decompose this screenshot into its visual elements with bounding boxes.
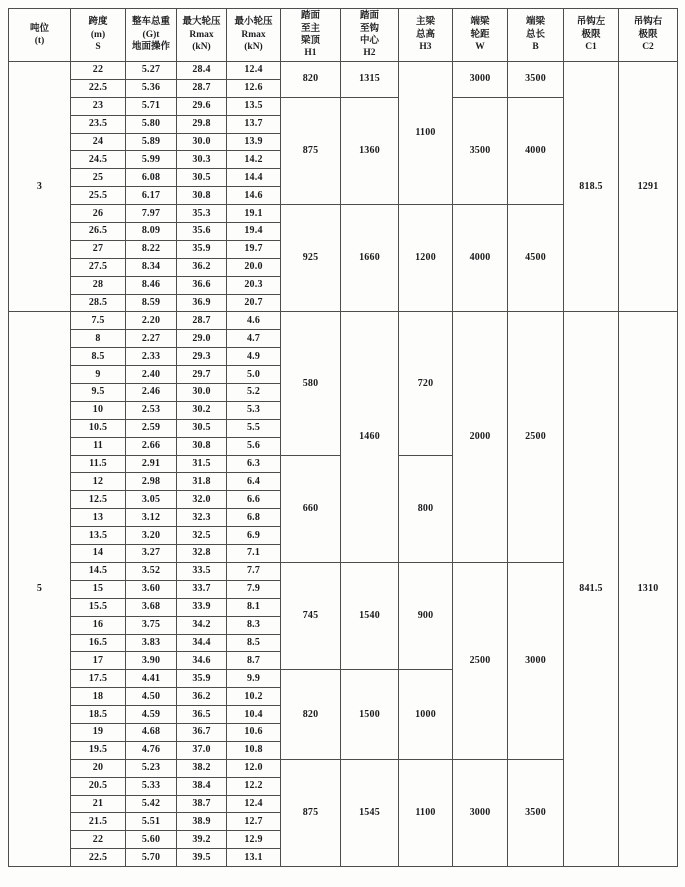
min-wheel-load-cell: 8.5 (227, 634, 281, 652)
w-cell: 2500 (453, 562, 508, 759)
total-weight-cell: 3.20 (126, 527, 177, 545)
max-wheel-load-cell: 29.0 (177, 330, 227, 348)
h3-cell: 800 (399, 455, 453, 562)
total-weight-cell: 2.27 (126, 330, 177, 348)
total-weight-cell: 3.68 (126, 598, 177, 616)
total-weight-cell: 2.33 (126, 348, 177, 366)
span-cell: 12 (71, 473, 126, 491)
min-wheel-load-cell: 5.2 (227, 384, 281, 402)
max-wheel-load-cell: 29.3 (177, 348, 227, 366)
max-wheel-load-cell: 30.2 (177, 401, 227, 419)
span-cell: 14.5 (71, 562, 126, 580)
h2-cell: 1545 (341, 759, 399, 866)
table-row (9, 312, 678, 330)
h1-cell: 925 (281, 205, 341, 312)
header-c2: 吊钩右 极限 C2 (619, 9, 678, 62)
span-cell: 13 (71, 509, 126, 527)
total-weight-cell: 2.53 (126, 401, 177, 419)
total-weight-cell: 5.27 (126, 62, 177, 80)
min-wheel-load-cell: 6.3 (227, 455, 281, 473)
crane-spec-table (8, 8, 678, 867)
total-weight-cell: 3.52 (126, 562, 177, 580)
header-max-wheel-load: 最大轮压 Rmax (kN) (177, 9, 227, 62)
max-wheel-load-cell: 36.2 (177, 258, 227, 276)
min-wheel-load-cell: 13.5 (227, 97, 281, 115)
max-wheel-load-cell: 28.7 (177, 312, 227, 330)
max-wheel-load-cell: 32.8 (177, 545, 227, 563)
max-wheel-load-cell: 31.5 (177, 455, 227, 473)
w-cell: 3500 (453, 97, 508, 204)
w-cell: 3000 (453, 759, 508, 866)
max-wheel-load-cell: 30.0 (177, 384, 227, 402)
max-wheel-load-cell: 28.4 (177, 62, 227, 80)
total-weight-cell: 2.98 (126, 473, 177, 491)
span-cell: 21.5 (71, 813, 126, 831)
total-weight-cell: 2.59 (126, 419, 177, 437)
max-wheel-load-cell: 35.9 (177, 240, 227, 258)
span-cell: 19.5 (71, 741, 126, 759)
h1-cell: 875 (281, 97, 341, 204)
h3-cell: 720 (399, 312, 453, 455)
max-wheel-load-cell: 39.5 (177, 849, 227, 867)
min-wheel-load-cell: 13.9 (227, 133, 281, 151)
min-wheel-load-cell: 6.6 (227, 491, 281, 509)
min-wheel-load-cell: 4.6 (227, 312, 281, 330)
total-weight-cell: 2.40 (126, 366, 177, 384)
header-h3: 主梁 总高 H3 (399, 9, 453, 62)
header-tonnage: 吨位 (t) (9, 9, 71, 62)
min-wheel-load-cell: 12.2 (227, 777, 281, 795)
header-b: 端梁 总长 B (508, 9, 564, 62)
span-cell: 24 (71, 133, 126, 151)
h1-cell: 745 (281, 562, 341, 669)
h1-cell: 820 (281, 62, 341, 98)
h3-cell: 1100 (399, 62, 453, 205)
span-cell: 22 (71, 831, 126, 849)
max-wheel-load-cell: 30.3 (177, 151, 227, 169)
min-wheel-load-cell: 20.0 (227, 258, 281, 276)
total-weight-cell: 3.12 (126, 509, 177, 527)
b-cell: 2500 (508, 312, 564, 562)
max-wheel-load-cell: 33.9 (177, 598, 227, 616)
span-cell: 28.5 (71, 294, 126, 312)
span-cell: 17 (71, 652, 126, 670)
span-cell: 22 (71, 62, 126, 80)
span-cell: 26 (71, 205, 126, 223)
span-cell: 15.5 (71, 598, 126, 616)
span-cell: 19 (71, 723, 126, 741)
max-wheel-load-cell: 29.7 (177, 366, 227, 384)
min-wheel-load-cell: 7.9 (227, 580, 281, 598)
tonnage-cell: 3 (9, 62, 71, 312)
min-wheel-load-cell: 14.2 (227, 151, 281, 169)
min-wheel-load-cell: 4.9 (227, 348, 281, 366)
span-cell: 18 (71, 688, 126, 706)
span-cell: 27 (71, 240, 126, 258)
max-wheel-load-cell: 32.3 (177, 509, 227, 527)
max-wheel-load-cell: 34.2 (177, 616, 227, 634)
total-weight-cell: 4.76 (126, 741, 177, 759)
total-weight-cell: 3.90 (126, 652, 177, 670)
min-wheel-load-cell: 12.4 (227, 62, 281, 80)
min-wheel-load-cell: 6.4 (227, 473, 281, 491)
c1-cell: 818.5 (564, 62, 619, 312)
c2-cell: 1291 (619, 62, 678, 312)
h3-cell: 1000 (399, 670, 453, 759)
min-wheel-load-cell: 10.2 (227, 688, 281, 706)
min-wheel-load-cell: 12.9 (227, 831, 281, 849)
max-wheel-load-cell: 30.5 (177, 169, 227, 187)
min-wheel-load-cell: 8.3 (227, 616, 281, 634)
h2-cell: 1540 (341, 562, 399, 669)
span-cell: 15 (71, 580, 126, 598)
min-wheel-load-cell: 10.4 (227, 706, 281, 724)
b-cell: 3000 (508, 562, 564, 759)
header-span: 跨度 (m) S (71, 9, 126, 62)
min-wheel-load-cell: 12.0 (227, 759, 281, 777)
total-weight-cell: 7.97 (126, 205, 177, 223)
span-cell: 18.5 (71, 706, 126, 724)
total-weight-cell: 4.59 (126, 706, 177, 724)
max-wheel-load-cell: 36.5 (177, 706, 227, 724)
span-cell: 11 (71, 437, 126, 455)
min-wheel-load-cell: 5.0 (227, 366, 281, 384)
span-cell: 16.5 (71, 634, 126, 652)
total-weight-cell: 8.34 (126, 258, 177, 276)
span-cell: 21 (71, 795, 126, 813)
header-h2: 踏面 至钩 中心 H2 (341, 9, 399, 62)
min-wheel-load-cell: 12.7 (227, 813, 281, 831)
total-weight-cell: 4.50 (126, 688, 177, 706)
max-wheel-load-cell: 30.8 (177, 187, 227, 205)
h2-cell: 1660 (341, 205, 399, 312)
max-wheel-load-cell: 35.9 (177, 670, 227, 688)
span-cell: 25 (71, 169, 126, 187)
span-cell: 20.5 (71, 777, 126, 795)
span-cell: 24.5 (71, 151, 126, 169)
span-cell: 23 (71, 97, 126, 115)
span-cell: 11.5 (71, 455, 126, 473)
min-wheel-load-cell: 13.7 (227, 115, 281, 133)
h2-cell: 1500 (341, 670, 399, 759)
max-wheel-load-cell: 28.7 (177, 79, 227, 97)
span-cell: 13.5 (71, 527, 126, 545)
max-wheel-load-cell: 39.2 (177, 831, 227, 849)
max-wheel-load-cell: 36.2 (177, 688, 227, 706)
max-wheel-load-cell: 29.6 (177, 97, 227, 115)
max-wheel-load-cell: 33.7 (177, 580, 227, 598)
b-cell: 4000 (508, 97, 564, 204)
tonnage-cell: 5 (9, 312, 71, 867)
span-cell: 8 (71, 330, 126, 348)
span-cell: 22.5 (71, 849, 126, 867)
max-wheel-load-cell: 36.6 (177, 276, 227, 294)
header-w: 端梁 轮距 W (453, 9, 508, 62)
total-weight-cell: 4.41 (126, 670, 177, 688)
min-wheel-load-cell: 12.6 (227, 79, 281, 97)
total-weight-cell: 5.89 (126, 133, 177, 151)
span-cell: 8.5 (71, 348, 126, 366)
total-weight-cell: 2.46 (126, 384, 177, 402)
max-wheel-load-cell: 30.0 (177, 133, 227, 151)
header-total-weight: 整车总重 (G)t 地面操作 (126, 9, 177, 62)
total-weight-cell: 5.33 (126, 777, 177, 795)
h3-cell: 1200 (399, 205, 453, 312)
max-wheel-load-cell: 35.3 (177, 205, 227, 223)
total-weight-cell: 5.51 (126, 813, 177, 831)
span-cell: 10.5 (71, 419, 126, 437)
h2-cell: 1315 (341, 62, 399, 98)
span-cell: 10 (71, 401, 126, 419)
span-cell: 9.5 (71, 384, 126, 402)
h1-cell: 660 (281, 455, 341, 562)
span-cell: 14 (71, 545, 126, 563)
b-cell: 3500 (508, 62, 564, 98)
span-cell: 7.5 (71, 312, 126, 330)
min-wheel-load-cell: 5.5 (227, 419, 281, 437)
min-wheel-load-cell: 19.1 (227, 205, 281, 223)
span-cell: 22.5 (71, 79, 126, 97)
h2-cell: 1360 (341, 97, 399, 204)
min-wheel-load-cell: 6.9 (227, 527, 281, 545)
h3-cell: 1100 (399, 759, 453, 866)
total-weight-cell: 5.71 (126, 97, 177, 115)
min-wheel-load-cell: 13.1 (227, 849, 281, 867)
header-min-wheel-load: 最小轮压 Rmax (kN) (227, 9, 281, 62)
total-weight-cell: 3.27 (126, 545, 177, 563)
span-cell: 12.5 (71, 491, 126, 509)
max-wheel-load-cell: 29.8 (177, 115, 227, 133)
total-weight-cell: 6.08 (126, 169, 177, 187)
h1-cell: 820 (281, 670, 341, 759)
total-weight-cell: 8.46 (126, 276, 177, 294)
span-cell: 9 (71, 366, 126, 384)
max-wheel-load-cell: 32.0 (177, 491, 227, 509)
max-wheel-load-cell: 31.8 (177, 473, 227, 491)
total-weight-cell: 8.09 (126, 223, 177, 241)
total-weight-cell: 3.83 (126, 634, 177, 652)
span-cell: 23.5 (71, 115, 126, 133)
span-cell: 25.5 (71, 187, 126, 205)
table-body (9, 62, 678, 867)
span-cell: 27.5 (71, 258, 126, 276)
total-weight-cell: 3.05 (126, 491, 177, 509)
total-weight-cell: 3.75 (126, 616, 177, 634)
b-cell: 4500 (508, 205, 564, 312)
total-weight-cell: 8.59 (126, 294, 177, 312)
max-wheel-load-cell: 34.6 (177, 652, 227, 670)
total-weight-cell: 4.68 (126, 723, 177, 741)
total-weight-cell: 5.36 (126, 79, 177, 97)
h1-cell: 580 (281, 312, 341, 455)
max-wheel-load-cell: 33.5 (177, 562, 227, 580)
max-wheel-load-cell: 38.4 (177, 777, 227, 795)
max-wheel-load-cell: 37.0 (177, 741, 227, 759)
total-weight-cell: 3.60 (126, 580, 177, 598)
total-weight-cell: 5.23 (126, 759, 177, 777)
max-wheel-load-cell: 34.4 (177, 634, 227, 652)
span-cell: 28 (71, 276, 126, 294)
span-cell: 26.5 (71, 223, 126, 241)
h2-cell: 1460 (341, 312, 399, 562)
min-wheel-load-cell: 20.3 (227, 276, 281, 294)
min-wheel-load-cell: 10.8 (227, 741, 281, 759)
total-weight-cell: 2.91 (126, 455, 177, 473)
max-wheel-load-cell: 30.8 (177, 437, 227, 455)
max-wheel-load-cell: 36.7 (177, 723, 227, 741)
total-weight-cell: 5.80 (126, 115, 177, 133)
table-row (9, 62, 678, 80)
h1-cell: 875 (281, 759, 341, 866)
h3-cell: 900 (399, 562, 453, 669)
min-wheel-load-cell: 20.7 (227, 294, 281, 312)
span-cell: 16 (71, 616, 126, 634)
min-wheel-load-cell: 8.1 (227, 598, 281, 616)
min-wheel-load-cell: 10.6 (227, 723, 281, 741)
table-header (9, 9, 678, 62)
min-wheel-load-cell: 12.4 (227, 795, 281, 813)
w-cell: 4000 (453, 205, 508, 312)
c1-cell: 841.5 (564, 312, 619, 867)
max-wheel-load-cell: 30.5 (177, 419, 227, 437)
min-wheel-load-cell: 4.7 (227, 330, 281, 348)
min-wheel-load-cell: 5.6 (227, 437, 281, 455)
header-h1: 踏面 至主 梁顶 H1 (281, 9, 341, 62)
c2-cell: 1310 (619, 312, 678, 867)
span-cell: 17.5 (71, 670, 126, 688)
min-wheel-load-cell: 5.3 (227, 401, 281, 419)
total-weight-cell: 2.20 (126, 312, 177, 330)
max-wheel-load-cell: 38.7 (177, 795, 227, 813)
min-wheel-load-cell: 8.7 (227, 652, 281, 670)
max-wheel-load-cell: 35.6 (177, 223, 227, 241)
min-wheel-load-cell: 7.1 (227, 545, 281, 563)
total-weight-cell: 6.17 (126, 187, 177, 205)
total-weight-cell: 5.99 (126, 151, 177, 169)
total-weight-cell: 5.60 (126, 831, 177, 849)
min-wheel-load-cell: 19.7 (227, 240, 281, 258)
total-weight-cell: 2.66 (126, 437, 177, 455)
header-c1: 吊钩左 极限 C1 (564, 9, 619, 62)
max-wheel-load-cell: 36.9 (177, 294, 227, 312)
total-weight-cell: 5.42 (126, 795, 177, 813)
min-wheel-load-cell: 6.8 (227, 509, 281, 527)
max-wheel-load-cell: 32.5 (177, 527, 227, 545)
max-wheel-load-cell: 38.9 (177, 813, 227, 831)
min-wheel-load-cell: 9.9 (227, 670, 281, 688)
w-cell: 2000 (453, 312, 508, 562)
w-cell: 3000 (453, 62, 508, 98)
min-wheel-load-cell: 19.4 (227, 223, 281, 241)
max-wheel-load-cell: 38.2 (177, 759, 227, 777)
min-wheel-load-cell: 7.7 (227, 562, 281, 580)
b-cell: 3500 (508, 759, 564, 866)
total-weight-cell: 8.22 (126, 240, 177, 258)
total-weight-cell: 5.70 (126, 849, 177, 867)
min-wheel-load-cell: 14.6 (227, 187, 281, 205)
span-cell: 20 (71, 759, 126, 777)
header-row (9, 9, 678, 62)
min-wheel-load-cell: 14.4 (227, 169, 281, 187)
